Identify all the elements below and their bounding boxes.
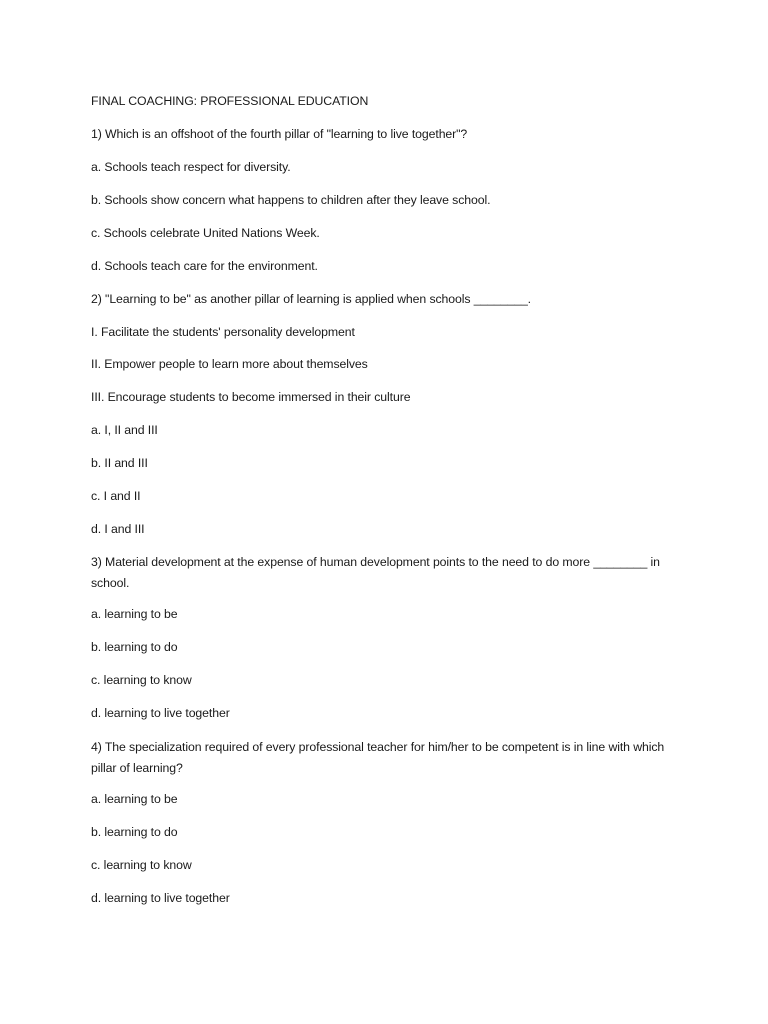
question-2-option-c: c. I and II (91, 489, 141, 503)
question-1: 1) Which is an offshoot of the fourth pillar of "learning to live together"? (91, 127, 468, 141)
question-2-statement-iii: III. Encourage students to become immersed in their culture (91, 390, 411, 404)
question-4: 4) The specialization required of every professional teacher for him/her to be competent is in line with which pillar of learning? (91, 740, 665, 775)
question-2-statement-i: I. Facilitate the students' personality development (91, 325, 355, 339)
question-3-option-a: a. learning to be (91, 607, 178, 621)
question-1-option-c: c. Schools celebrate United Nations Week. (91, 226, 320, 240)
question-3-option-c: c. learning to know (91, 673, 192, 687)
document-title: FINAL COACHING: PROFESSIONAL EDUCATION (91, 94, 369, 108)
question-4-option-b: b. learning to do (91, 825, 178, 839)
question-2-option-d: d. I and III (91, 522, 145, 536)
question-4-option-a: a. learning to be (91, 792, 178, 806)
question-2-option-b: b. II and III (91, 456, 148, 470)
question-4-option-c: c. learning to know (91, 858, 192, 872)
question-2-statement-ii: II. Empower people to learn more about themselves (91, 357, 368, 371)
question-3-option-d: d. learning to live together (91, 706, 230, 720)
question-2-option-a: a. I, II and III (91, 423, 158, 437)
question-1-option-b: b. Schools show concern what happens to children after they leave school. (91, 193, 491, 207)
question-3: 3) Material development at the expense of human development points to the need to do more ________ in school. (91, 555, 660, 590)
question-1-option-d: d. Schools teach care for the environment. (91, 259, 318, 273)
question-2: 2) "Learning to be" as another pillar of learning is applied when schools ________. (91, 292, 532, 306)
question-1-option-a: a. Schools teach respect for diversity. (91, 160, 291, 174)
question-3-option-b: b. learning to do (91, 640, 178, 654)
question-4-option-d: d. learning to live together (91, 891, 230, 905)
